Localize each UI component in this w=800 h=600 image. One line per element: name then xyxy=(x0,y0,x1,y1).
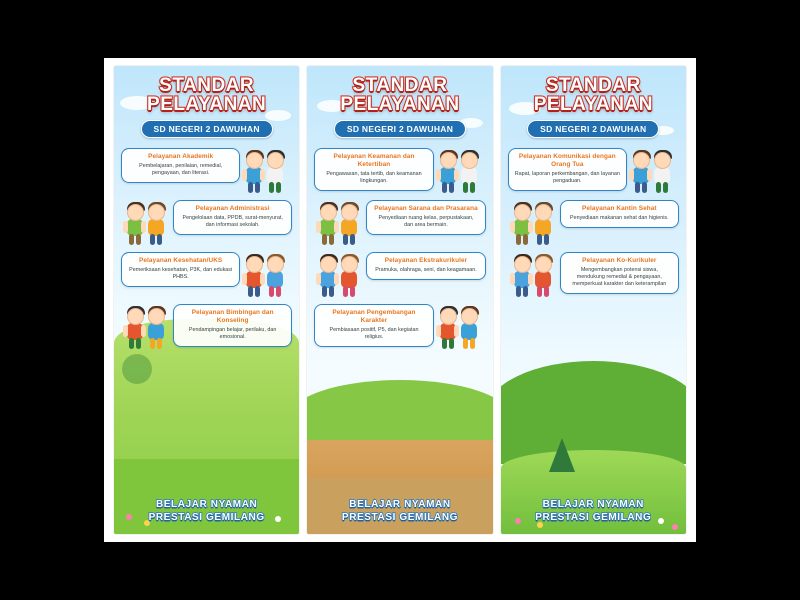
list-item xyxy=(508,252,679,300)
service-text: Pendampingan belajar, perilaku, dan emosional. xyxy=(188,326,277,340)
service-text: Mengembangkan potensi siswa, mendukung remedial & pengayaan, memperkuat karakter dan keterampilan xyxy=(572,266,667,287)
service-title: Pelayanan Pengembangan Karakter xyxy=(332,308,416,324)
poster-footer xyxy=(307,493,492,534)
poster-1 xyxy=(114,66,299,534)
service-card xyxy=(314,304,433,347)
service-list xyxy=(501,142,686,493)
service-card xyxy=(508,148,627,191)
school-name-badge: SD NEGERI 2 DAWUHAN xyxy=(527,120,659,138)
poster-footer xyxy=(501,493,686,534)
list-item xyxy=(508,200,679,248)
footer-line-2: PRESTASI GEMILANG xyxy=(148,511,265,523)
service-title: Pelayanan Bimbingan dan Konseling xyxy=(191,308,274,324)
service-text: Pengawasan, tata tertib, dan keamanan lingkungan. xyxy=(326,170,422,184)
list-item xyxy=(121,200,292,248)
service-title: Pelayanan Komunikasi dengan Orang Tua xyxy=(518,152,616,168)
children-illustration xyxy=(240,148,292,196)
service-title: Pelayanan Ekstrakurikuler xyxy=(384,256,468,264)
service-text: Pramuka, olahraga, seni, dan keagamaan. xyxy=(375,266,477,273)
list-item xyxy=(314,252,485,300)
list-item xyxy=(314,200,485,248)
service-text: Penyediaan makanan sehat dan higienis. xyxy=(570,214,669,221)
service-title: Pelayanan Kantin Sehat xyxy=(581,204,657,212)
service-text: Rapat, laporan perkembangan, dan layanan pengaduan. xyxy=(514,170,620,184)
service-text: Pembiasaan positif, P5, dan kegiatan religius. xyxy=(329,326,419,340)
footer-line-2: PRESTASI GEMILANG xyxy=(535,511,652,523)
service-text: Penyediaan ruang kelas, perpustakaan, dan area bermain. xyxy=(378,214,474,228)
list-item xyxy=(121,148,292,196)
service-text: Pemeriksaan kesehatan, P3K, dan edukasi PHBS. xyxy=(129,266,233,280)
service-card xyxy=(314,148,433,191)
poster-header xyxy=(307,66,492,142)
poster-title: STANDAR PELAYANAN xyxy=(533,75,653,116)
poster-footer xyxy=(114,493,299,534)
school-name-badge: SD NEGERI 2 DAWUHAN xyxy=(141,120,273,138)
service-title: Pelayanan Ko-Kurikuler xyxy=(582,256,657,264)
service-card xyxy=(121,252,240,287)
footer-line-1: BELAJAR NYAMAN xyxy=(349,499,451,510)
children-illustration xyxy=(434,304,486,352)
children-illustration xyxy=(240,252,292,300)
poster-header xyxy=(501,66,686,142)
list-item xyxy=(314,304,485,352)
service-card xyxy=(173,200,292,235)
children-illustration xyxy=(121,304,173,352)
children-illustration xyxy=(508,252,560,300)
service-text: Pengelolaan data, PPDB, surat-menyurat, dan informasi sekolah. xyxy=(182,214,283,228)
children-illustration xyxy=(434,148,486,196)
children-illustration xyxy=(314,252,366,300)
list-item xyxy=(121,304,292,352)
service-title: Pelayanan Akademik xyxy=(148,152,214,160)
children-illustration xyxy=(121,200,173,248)
service-title: Pelayanan Kesehatan/UKS xyxy=(139,256,223,264)
service-card xyxy=(366,252,485,280)
service-list xyxy=(114,142,299,493)
children-illustration xyxy=(627,148,679,196)
service-card xyxy=(560,252,679,294)
poster-title: STANDAR PELAYANAN xyxy=(340,75,460,116)
list-item xyxy=(121,252,292,300)
service-title: Pelayanan Keamanan dan Ketertiban xyxy=(333,152,415,168)
school-name-badge: SD NEGERI 2 DAWUHAN xyxy=(334,120,466,138)
footer-line-2: PRESTASI GEMILANG xyxy=(341,511,459,523)
service-card xyxy=(121,148,240,183)
service-title: Pelayanan Administrasi xyxy=(195,204,270,212)
list-item xyxy=(508,148,679,196)
poster-title: STANDAR PELAYANAN xyxy=(147,75,267,116)
poster-2 xyxy=(307,66,492,534)
poster-sheet xyxy=(104,58,696,542)
service-card xyxy=(560,200,679,228)
poster-header xyxy=(114,66,299,142)
service-text: Pembelajaran, penilaian, remedial, pengayaan, dan literasi. xyxy=(139,162,223,176)
footer-line-1: BELAJAR NYAMAN xyxy=(155,499,258,510)
service-title: Pelayanan Sarana dan Prasarana xyxy=(374,204,478,212)
list-item xyxy=(314,148,485,196)
children-illustration xyxy=(508,200,560,248)
children-illustration xyxy=(314,200,366,248)
service-card xyxy=(173,304,292,347)
service-card xyxy=(366,200,485,235)
service-list xyxy=(307,142,492,493)
poster-3 xyxy=(501,66,686,534)
footer-line-1: BELAJAR NYAMAN xyxy=(542,499,644,510)
